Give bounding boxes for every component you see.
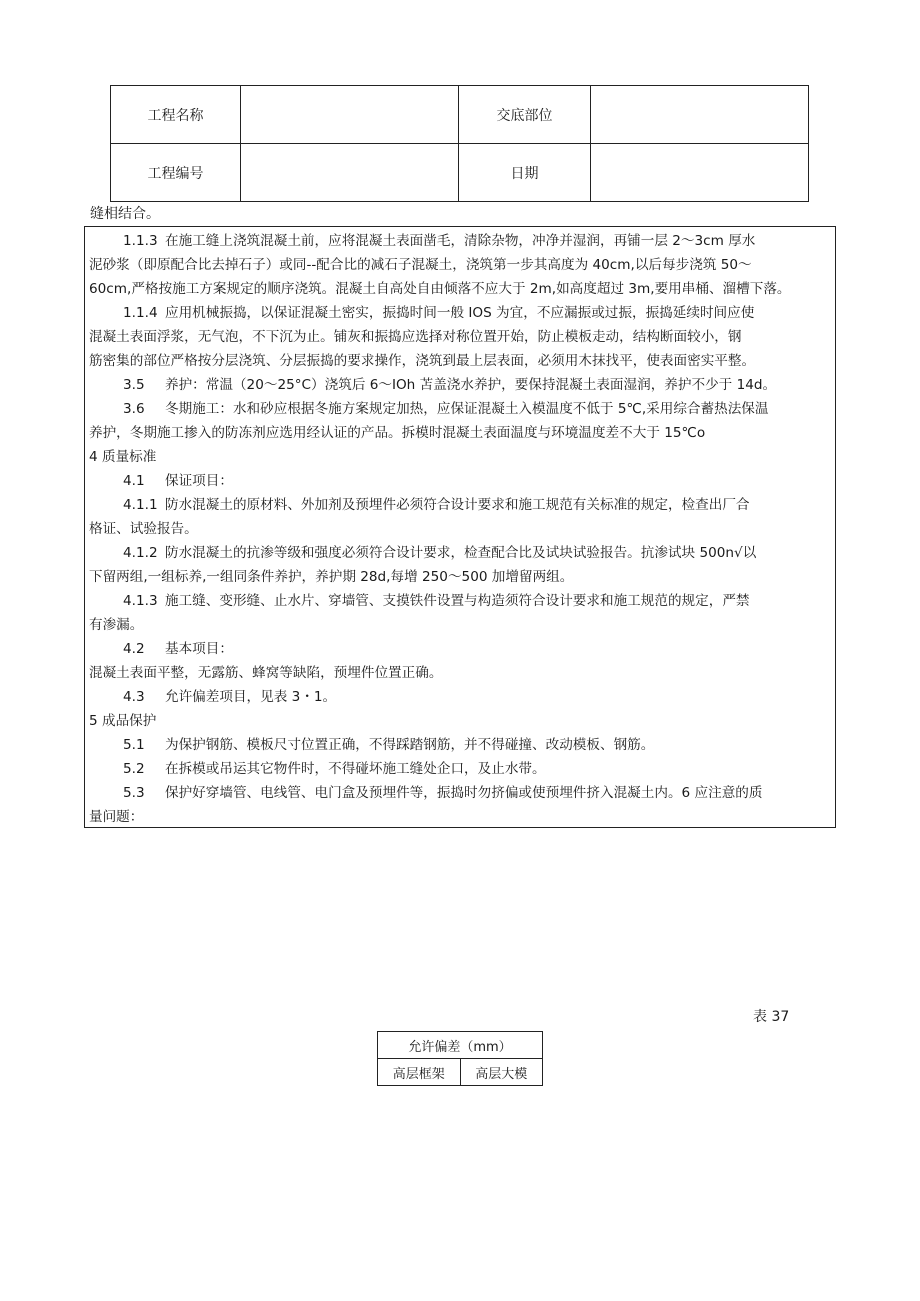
paragraph-3-5 bbox=[89, 373, 831, 397]
paragraph-line: 下留两组,一组标养,一组同条件养护，养护期 28d,每增 250～500 加增留两组。 bbox=[89, 569, 574, 585]
paragraph-5-3 bbox=[89, 781, 831, 829]
section-number: 5.3 bbox=[123, 785, 145, 801]
paragraph-line: 格证、试验报告。 bbox=[89, 521, 198, 537]
header-row-1 bbox=[111, 86, 809, 144]
paragraph-4-1 bbox=[89, 469, 831, 493]
section-number: 4.1.1 bbox=[123, 497, 158, 513]
paragraph-line: 在施工缝上浇筑混凝土前，应将混凝土表面凿毛，清除杂物，冲净并湿润，再铺一层 2～3cm 厚水 bbox=[165, 233, 756, 249]
table-number-note: 表 37 bbox=[753, 1009, 790, 1025]
section-number: 5.2 bbox=[123, 761, 145, 777]
paragraph-line: 有渗漏。 bbox=[89, 617, 144, 633]
paragraph-line: 在拆模或吊运其它物件时，不得碰坏施工缝处企口，及止水带。 bbox=[165, 761, 546, 777]
section-number: 4.3 bbox=[123, 689, 145, 705]
paragraph-line: 混凝土表面浮浆，无气泡，不下沉为止。铺灰和振捣应选择对称位置开始，防止模板走动，结构断面较小，钢 bbox=[89, 329, 742, 345]
paragraph-line: 防水混凝土的原材料、外加剂及预埋件必须符合设计要求和施工规范有关标准的规定，检查出厂合 bbox=[165, 497, 750, 513]
paragraph-line: 冬期施工：水和砂应根据冬施方案规定加热，应保证混凝土入模温度不低于 5℃,采用综合蓄热法保温 bbox=[165, 401, 769, 417]
section-number: 4.1 bbox=[123, 473, 145, 489]
date-label: 日期 bbox=[459, 144, 591, 202]
handover-part-value bbox=[591, 86, 809, 144]
paragraph-1-1-4 bbox=[89, 301, 831, 373]
paragraph-5-1 bbox=[89, 733, 831, 757]
paragraph-line: 养护：常温（20～25°C）浇筑后 6～IOh 苫盖浇水养护，要保持混凝土表面湿润，养护不少于 14d。 bbox=[165, 377, 777, 393]
section-number: 3.6 bbox=[123, 401, 145, 417]
section-number: 4.1.3 bbox=[123, 593, 158, 609]
paragraph-3-6 bbox=[89, 397, 831, 445]
paragraph-line: 允许偏差项目，见表 3・1。 bbox=[165, 689, 337, 705]
paragraph-line: 为保护钢筋、模板尺寸位置正确，不得踩踏钢筋，并不得碰撞、改动模板、钢筋。 bbox=[165, 737, 655, 753]
paragraph-1-1-3 bbox=[89, 229, 831, 301]
deviation-table-header-row bbox=[378, 1032, 543, 1059]
paragraph-line: 量问题： bbox=[89, 809, 144, 825]
deviation-table-header: 允许偏差（mm） bbox=[378, 1032, 543, 1059]
paragraph-line: 60cm,严格按施工方案规定的顺序浇筑。混凝土自高处自由倾落不应大于 2m,如高度超过 3m,要用串桶、溜槽下落。 bbox=[89, 281, 791, 297]
paragraph-4-2-body: 混凝土表面平整，无露筋、蜂窝等缺陷，预埋件位置正确。 bbox=[89, 665, 443, 681]
paragraph-line: 施工缝、变形缝、止水片、穿墙管、支摸铁件设置与构造须符合设计要求和施工规范的规定，严禁 bbox=[165, 593, 750, 609]
deviation-col-frame: 高层框架 bbox=[378, 1059, 461, 1086]
project-no-label: 工程编号 bbox=[111, 144, 241, 202]
section-number: 1.1.4 bbox=[123, 305, 158, 321]
paragraph-4-1-2 bbox=[89, 541, 831, 589]
body-box bbox=[84, 226, 836, 828]
paragraph-line: 保证项目： bbox=[165, 473, 233, 489]
paragraph-line: 防水混凝土的抗渗等级和强度必须符合设计要求，检查配合比及试块试验报告。抗渗试块 500n√以 bbox=[165, 545, 757, 561]
section-number: 4.2 bbox=[123, 641, 145, 657]
section-number: 3.5 bbox=[123, 377, 145, 393]
paragraph-4-1-3 bbox=[89, 589, 831, 637]
deviation-col-large-form: 高层大模 bbox=[460, 1059, 543, 1086]
paragraph-4-3 bbox=[89, 685, 831, 709]
heading-product-protection: 5 成品保护 bbox=[89, 713, 157, 729]
heading-quality-standard: 4 质量标准 bbox=[89, 449, 157, 465]
paragraph-5-2 bbox=[89, 757, 831, 781]
section-number: 4.1.2 bbox=[123, 545, 158, 561]
project-name-value bbox=[241, 86, 459, 144]
paragraph-line: 保护好穿墙管、电线管、电门盒及预埋件等，振捣时勿挤偏或使预埋件挤入混凝土内。6 应注意的质 bbox=[165, 785, 763, 801]
section-number: 1.1.3 bbox=[123, 233, 158, 249]
paragraph-line: 基本项目： bbox=[165, 641, 233, 657]
paragraph-line: 应用机械振捣，以保证混凝土密实，振捣时间一般 IOS 为宜，不应漏振或过振，振捣延续时间应使 bbox=[165, 305, 755, 321]
paragraph-line: 筋密集的部位严格按分层浇筑、分层振捣的要求操作，浇筑到最上层表面，必须用木抹找平，使表面密实平整。 bbox=[89, 353, 756, 369]
date-value bbox=[591, 144, 809, 202]
project-name-label: 工程名称 bbox=[111, 86, 241, 144]
section-number: 5.1 bbox=[123, 737, 145, 753]
paragraph-4-2 bbox=[89, 637, 831, 661]
handover-part-label: 交底部位 bbox=[459, 86, 591, 144]
paragraph-line: 泥砂浆（即原配合比去掉石子）或同--配合比的减石子混凝土，浇筑第一步其高度为 40cm,以后每步浇筑 50～ bbox=[89, 257, 752, 273]
deviation-table bbox=[377, 1031, 543, 1086]
deviation-table-row bbox=[378, 1059, 543, 1086]
continued-text: 缝相结合。 bbox=[90, 206, 160, 222]
header-table bbox=[110, 85, 809, 202]
paragraph-4-1-1 bbox=[89, 493, 831, 541]
header-row-2 bbox=[111, 144, 809, 202]
project-no-value bbox=[241, 144, 459, 202]
paragraph-line: 养护，冬期施工掺入的防冻剂应选用经认证的产品。拆模时混凝土表面温度与环境温度差不大于 15℃o bbox=[89, 425, 706, 441]
